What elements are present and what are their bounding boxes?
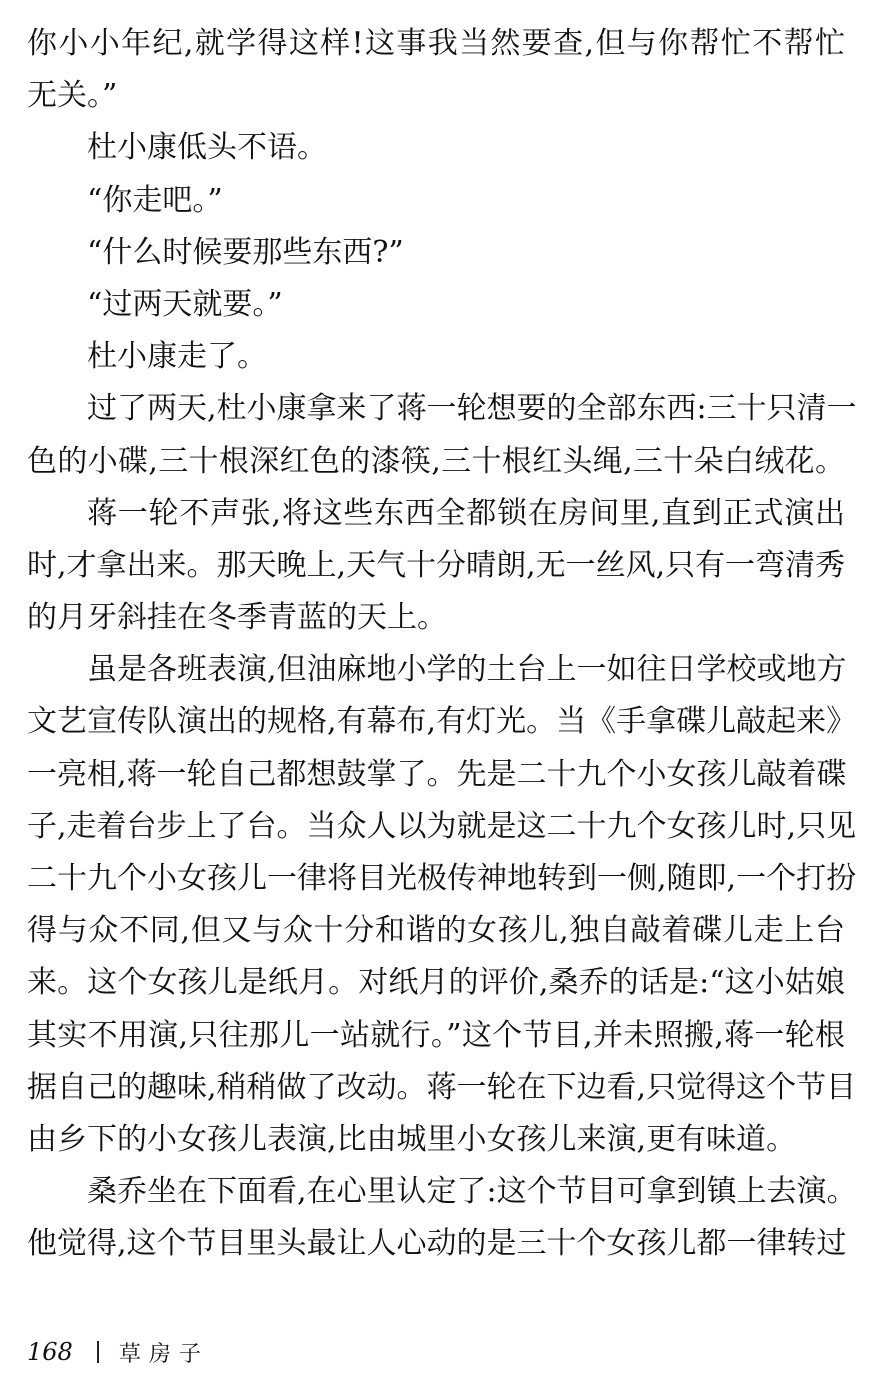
text-line-2: 无关。”	[27, 78, 118, 114]
text-line-13: 虽是各班表演,但油麻地小学的土台上一如往日学校或地方	[87, 652, 847, 688]
page-footer	[27, 1332, 209, 1372]
text-line-17: 二十九个小女孩儿一律将目光极传神地转到一侧,随即,一个打扮	[27, 861, 857, 896]
text-line-18: 得与众不同,但又与众十分和谐的女孩儿,独自敲着碟儿走上台	[27, 913, 845, 949]
text-line-16: 子,走着台步上了台。当众人以为就是这二十九个女孩儿时,只见	[27, 808, 857, 844]
text-line-7: 杜小康走了。	[87, 339, 267, 375]
text-line-10: 蒋一轮不声张,将这些东西全都锁在房间里,直到正式演出	[87, 495, 845, 531]
text-line-14: 文艺宣传队演出的规格,有幕布,有灯光。当《手拿碟儿敲起来》	[27, 704, 857, 740]
page-number: 168	[27, 1338, 73, 1366]
text-line-22: 由乡下的小女孩儿表演,比由城里小女孩儿来演,更有味道。	[27, 1121, 797, 1157]
text-line-5: “什么时候要那些东西?”	[87, 234, 404, 270]
text-line-4: “你走吧。”	[87, 182, 223, 218]
text-line-8: 过了两天,杜小康拿来了蒋一轮想要的全部东西:三十只清一	[87, 391, 857, 427]
footer-divider	[97, 1341, 99, 1363]
page-body-text	[27, 18, 857, 1271]
text-line-15: 一亮相,蒋一轮自己都想鼓掌了。先是二十九个小女孩儿敲着碟	[27, 756, 847, 792]
text-line-23: 桑乔坐在下面看,在心里认定了:这个节目可拿到镇上去演。	[87, 1174, 857, 1210]
text-line-12: 的月牙斜挂在冬季青蓝的天上。	[27, 600, 447, 636]
text-line-6: “过两天就要。”	[87, 286, 283, 322]
text-line-3: 杜小康低头不语。	[87, 130, 327, 166]
text-line-11: 时,才拿出来。那天晚上,天气十分晴朗,无一丝风,只有一弯清秀	[27, 547, 846, 583]
text-line-20: 其实不用演,只往那儿一站就行。”这个节目,并未照搬,蒋一轮根	[27, 1017, 845, 1053]
book-title: 草房子	[118, 1341, 209, 1367]
text-line-19: 来。这个女孩儿是纸月。对纸月的评价,桑乔的话是:“这小姑娘	[27, 965, 845, 1001]
text-line-21: 据自己的趣味,稍稍做了改动。蒋一轮在下边看,只觉得这个节目	[27, 1069, 857, 1105]
text-line-9: 色的小碟,三十根深红色的漆筷,三十根红头绳,三十朵白绒花。	[27, 443, 845, 479]
text-line-24: 他觉得,这个节目里头最让人心动的是三十个女孩儿都一律转过	[27, 1226, 847, 1262]
text-line-1: 你小小年纪,就学得这样!这事我当然要查,但与你帮忙不帮忙	[27, 26, 845, 61]
